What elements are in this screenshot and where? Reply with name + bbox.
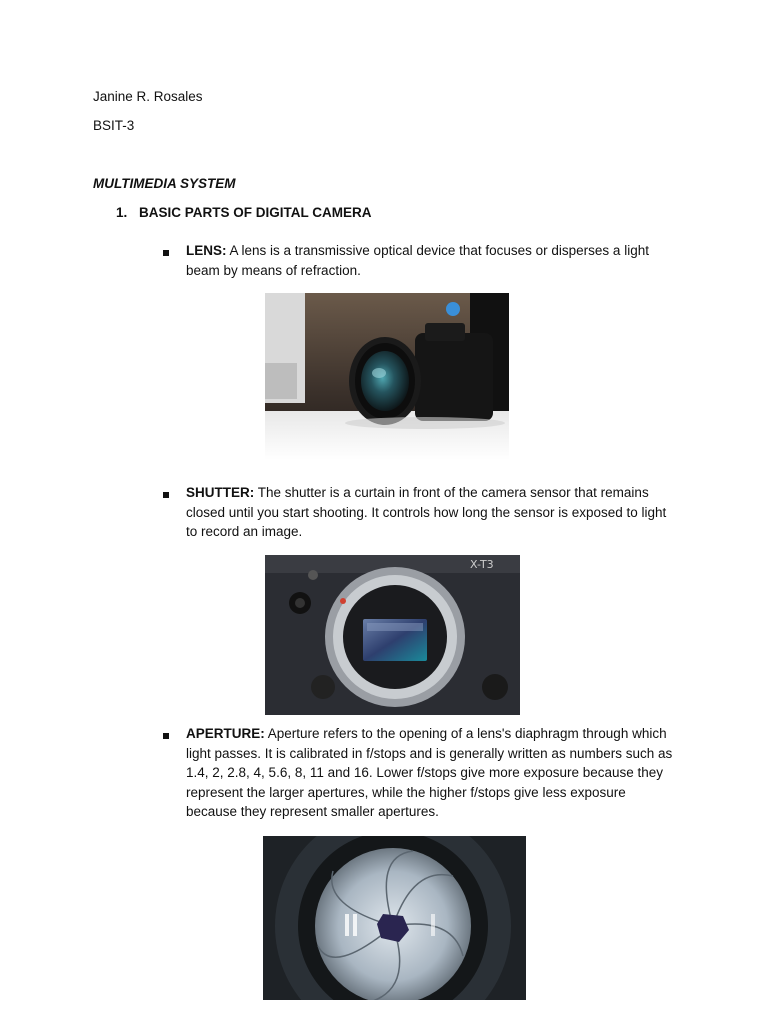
lens-paragraph: [186, 241, 676, 280]
author-name: Janine R. Rosales: [93, 89, 203, 104]
shutter-paragraph: [186, 483, 676, 542]
shutter-photo: [265, 555, 520, 715]
section-number: 1.: [116, 205, 128, 220]
aperture-text: Aperture refers to the opening of a lens's diaphragm through which light passes. It is calibrated in f/stops and is generally written as numbers such as 1.4, 2, 2.8, 4, 5.6, 8, 11 and 16. Lower f/stops give more exposure because they represent the larger apertures, while the higher f/stops give less exposure because they represent smaller apertures.: [186, 726, 673, 819]
aperture-paragraph: [186, 724, 676, 822]
bullet-icon: [163, 485, 171, 493]
bullet-icon: [163, 243, 171, 251]
subject-title: MULTIMEDIA SYSTEM: [93, 176, 236, 191]
camera-model-label: X-T3: [470, 558, 494, 571]
bullet-icon: [163, 726, 171, 734]
shutter-term: SHUTTER:: [186, 485, 255, 500]
lens-photo: [265, 293, 509, 460]
shutter-text: The shutter is a curtain in front of the camera sensor that remains closed until you start shooting. It controls how long the sensor is exposed to light to record an image.: [186, 485, 667, 539]
section-heading: [116, 203, 372, 223]
lens-text: A lens is a transmissive optical device that focuses or disperses a light beam by means of refraction.: [186, 243, 649, 278]
aperture-term: APERTURE:: [186, 726, 265, 741]
aperture-photo: [263, 836, 526, 1000]
section-title: BASIC PARTS OF DIGITAL CAMERA: [139, 205, 372, 220]
author-class: BSIT-3: [93, 118, 135, 133]
lens-term: LENS:: [186, 243, 227, 258]
